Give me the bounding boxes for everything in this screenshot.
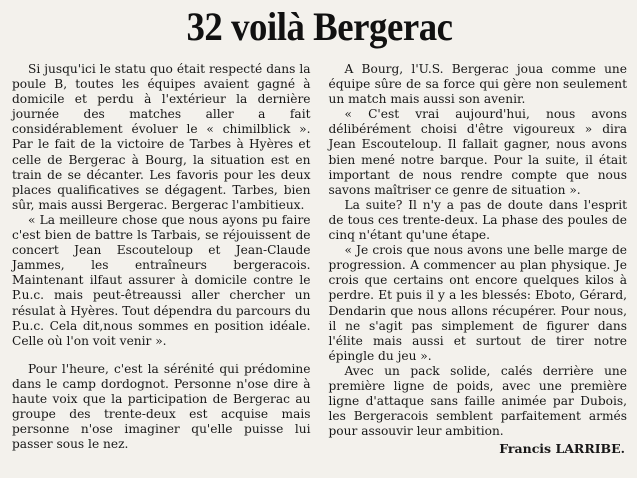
article-body (12, 62, 627, 456)
paragraph: « C'est vrai aujourd'hui, nous avons délibérément choisi d'être vigoureux » dira Jean Escouteloup. Il fallait gagner, nous avons bien mené notre barque. Pour la suite, il était important de nous rendre compte que nous savons maîtriser ce genre de situation ». (328, 107, 627, 197)
paragraph: A Bourg, l'U.S. Bergerac joua comme une équipe sûre de sa force qui gère non seulement un match mais aussi son avenir. (328, 62, 627, 107)
paragraph: Avec un pack solide, calés derrière une première ligne de poids, avec une première ligne d'attaque sans faille animée par Dubois, les Bergeracois semblent parfaitement armés pour assouvir leur ambition. (328, 363, 627, 439)
paragraph: Si jusqu'ici le statu quo était respecté dans la poule B, toutes les équipes avaient gagné à domicile et perdu à l'extérieur la dernière journée des matches aller a fait considérablement évoluer le « chimilblick ». Par le fait de la victoire de Tarbes à Hyères et celle de Bergerac à Bourg, la situation est en train de se décanter. Les favoris pour les deux places qualificatives se dégagent. Tarbes, bien sûr, mais aussi Bergerac. Bergerac l'ambitieux. (12, 62, 311, 212)
author-signature: Francis LARRIBE. (499, 441, 625, 457)
headline: 32 voilà Bergerac (186, 4, 453, 49)
paragraph: Pour l'heure, c'est la sérénité qui prédomine dans le camp dordognot. Personne n'ose dire à haute voix que la participation de Bergerac au groupe des trente-deux est acquise mais personne n'ose imaginer qu'elle puisse lui passer sous le nez. (12, 361, 311, 452)
right-column (329, 62, 628, 456)
paragraph: « Je crois que nous avons une belle marge de progression. A commencer au plan physique. Je crois que certains ont encore quelques kilos à perdre. Et puis il y a les blessés: Eboto, Gérard, Dendarin que nous allons récupérer. Pour nous, il ne s'agit pas simplement de figurer dans l'élite mais aussi et surtout de tirer notre épingle du jeu ». (328, 243, 627, 363)
paragraph: « La meilleure chose que nous ayons pu faire c'est bien de battre ls Tarbais, se réjouissent de concert Jean Escouteloup et Jean-Claude Jammes, les entraîneurs bergeracois. Maintenant ilfaut assurer à domicile contre le P.u.c. mais peut-êtreaussi aller chercher un résulat à Hyères. Tout dépendra du parcours du P.u.c. Cela dit,nous sommes en position idéale. Celle où l'on voit venir ». (12, 212, 311, 348)
left-column (12, 62, 311, 456)
paragraph: La suite? Il n'y a pas de doute dans l'esprit de tous ces trente-deux. La phase des poules de cinq n'étant qu'une étape. (328, 197, 627, 243)
